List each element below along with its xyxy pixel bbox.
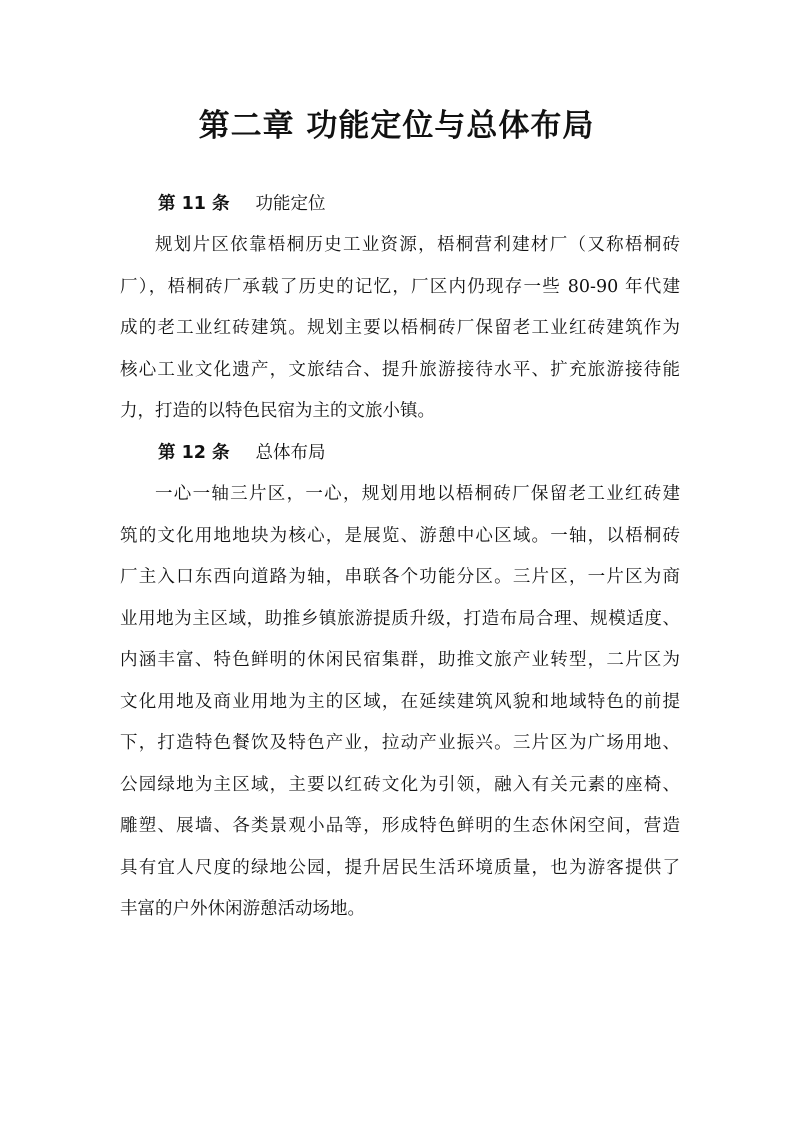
paragraph-line: 文化用地及商业用地为主的区域，在延续建筑风貌和地域特色的前提 [120, 691, 680, 712]
article-11-heading [158, 190, 326, 218]
paragraph-line: 力，打造的以特色民宿为主的文旅小镇。 [120, 401, 435, 421]
paragraph-line: 筑的文化用地地块为核心，是展览、游憩中心区域。一轴，以梧桐砖 [120, 525, 680, 546]
article-12-heading [158, 439, 326, 467]
paragraph-line: 公园绿地为主区域，主要以红砖文化为引领，融入有关元素的座椅、 [120, 774, 680, 795]
paragraph-line: 雕塑、展墙、各类景观小品等，形成特色鲜明的生态休闲空间，营造 [120, 816, 680, 836]
paragraph-line: 核心工业文化遗产，文旅结合、提升旅游接待水平、扩充旅游接待能 [120, 359, 680, 380]
paragraph-line: 具有宜人尺度的绿地公园，提升居民生活环境质量，也为游客提供了 [120, 857, 680, 878]
article-11-name: 功能定位 [255, 194, 326, 214]
paragraph-line: 一心一轴三片区，一心，规划用地以梧桐砖厂保留老工业红砖建 [155, 484, 680, 504]
article-12-name: 总体布局 [255, 443, 326, 463]
paragraph-line: 业用地为主区域，助推乡镇旅游提质升级，打造布局合理、规模适度、 [120, 608, 680, 629]
chapter-title: 第二章 功能定位与总体布局 [198, 108, 595, 144]
paragraph-line: 厂主入口东西向道路为轴，串联各个功能分区。三片区，一片区为商 [120, 567, 680, 587]
paragraph-line: 规划片区依靠梧桐历史工业资源，梧桐营利建材厂（又称梧桐砖 [155, 235, 680, 255]
article-11-number: 第 11 条 [158, 194, 230, 214]
article-12-paragraph [120, 474, 680, 931]
paragraph-line: 内涵丰富、特色鲜明的休闲民宿集群，助推文旅产业转型，二片区为 [120, 650, 680, 670]
paragraph-line: 丰富的户外休闲游憩活动场地。 [120, 899, 365, 919]
paragraph-line: 成的老工业红砖建筑。规划主要以梧桐砖厂保留老工业红砖建筑作为 [120, 318, 680, 338]
article-11-paragraph [120, 225, 680, 433]
paragraph-line: 下，打造特色餐饮及特色产业，拉动产业振兴。三片区为广场用地、 [120, 733, 680, 753]
article-12-number: 第 12 条 [158, 443, 230, 463]
paragraph-line: 厂），梧桐砖厂承载了历史的记忆，厂区内仍现存一些 80-90 年代建 [120, 276, 680, 297]
